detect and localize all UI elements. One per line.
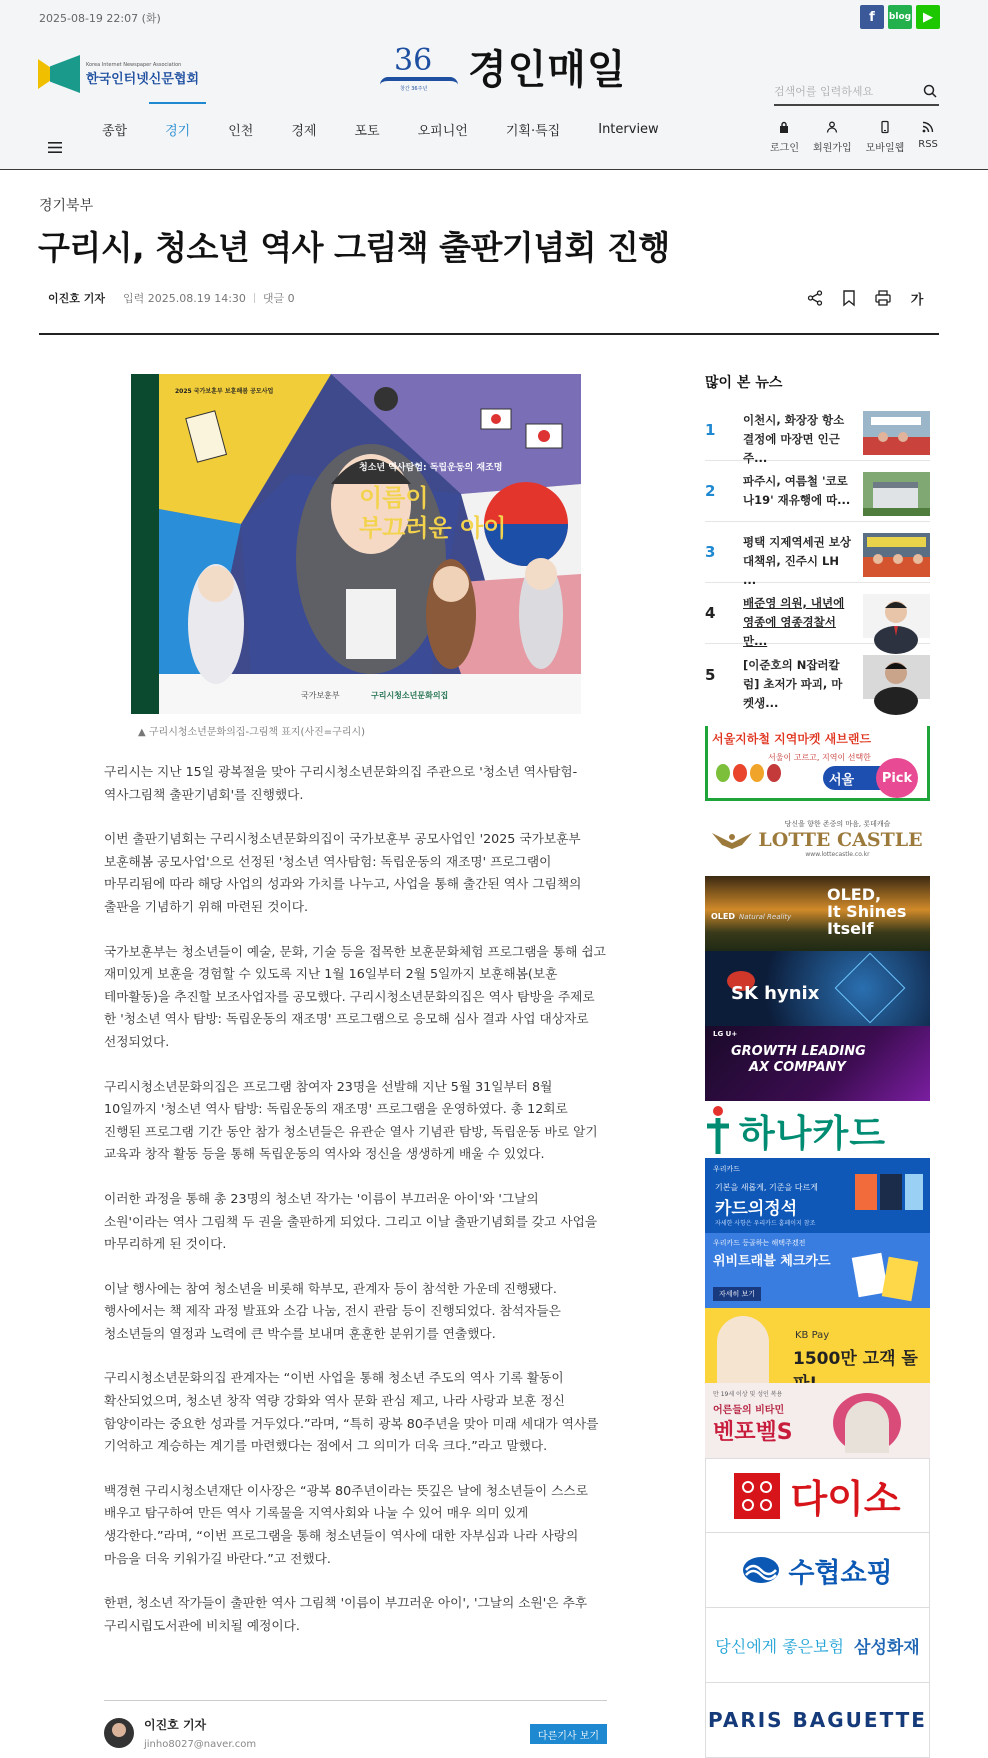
article-body (104, 761, 607, 1659)
site-header (0, 0, 988, 170)
ad-wibee-button: 자세히 보기 (713, 1287, 761, 1301)
site-logo[interactable] (380, 38, 627, 95)
search-icon[interactable] (923, 84, 937, 98)
ad-lgu-line2: AX COMPANY (749, 1060, 846, 1075)
blog-icon[interactable]: blog (888, 5, 912, 29)
assoc-name-ko: 한국인터넷신문협회 (86, 71, 200, 87)
article-section[interactable]: 경기북부 (39, 198, 94, 214)
nav-item-incheon[interactable]: 인천 (228, 124, 254, 139)
rank-number: 1 (705, 421, 716, 439)
rank-number: 5 (705, 665, 716, 684)
ad-sk-hynix[interactable] (705, 951, 930, 1026)
article-divider (39, 333, 939, 335)
rss-icon (922, 121, 934, 133)
nav-item-economy[interactable]: 경제 (291, 124, 317, 139)
nav-item-interview[interactable]: Interview (598, 122, 659, 137)
signup-link[interactable] (813, 121, 852, 154)
body-paragraph: 백경현 구리시청소년재단 이사장은 “광복 80주년이라는 뜻깊은 날에 청소년들이 스스로 배우고 탐구하여 만든 역사 기록물을 지역사회와 나눌 수 있어 매우 의미 있게 생각한다.”라며, “이번 프로그램을 통해 청소년들이 역사에 대한 자부심과 나라 사랑의 마음을 더욱 키워가길 바란다.”고 전했다. (104, 1482, 588, 1566)
nav-item-opinion[interactable]: 오피니언 (417, 124, 468, 139)
anniversary-label: 창간 36주년 (400, 85, 428, 92)
card-graphic (882, 1257, 918, 1302)
main-nav (48, 120, 697, 175)
card-graphic (855, 1174, 877, 1210)
assoc-mark-icon (38, 55, 80, 93)
body-paragraph: 한편, 청소년 작가들이 출판한 역사 그림책 '이름이 부끄러운 아이', '그날의 소원'은 추후 구리시립도서관에 비치될 예정이다. (104, 1595, 588, 1633)
reporter-name[interactable]: 이진호 기자 (144, 1718, 207, 1732)
rank-number: 2 (705, 482, 716, 500)
ad-lg-uplus[interactable] (705, 1026, 930, 1101)
body-paragraph: 이날 행사에는 참여 청소년을 비롯해 학부모, 관계자 등이 참석한 가운데 진행됐다. 행사에서는 책 제작 과정 발표와 소감 나눔, 전시 관람 등이 진행되었다. 참석자들은 청소년들의 열정과 노력에 큰 박수를 보내며 훈훈한 분위기를 연출했다. (104, 1280, 561, 1341)
ad-suhyup[interactable] (705, 1533, 930, 1608)
ad-seoul-line4: Pick (876, 758, 918, 798)
article-tools (806, 289, 926, 307)
nav-item-photo[interactable]: 포토 (354, 124, 380, 139)
ad-lgu-line1: GROWTH LEADING (731, 1044, 866, 1059)
ad-samsung-fire[interactable] (705, 1608, 930, 1683)
list-item[interactable] (705, 583, 930, 648)
cover-subtitle: 청소년 역사탐험: 독립운동의 재조명 (359, 463, 503, 473)
body-paragraph: 구리시는 지난 15일 광복절을 맞아 구리시청소년문화의집 주관으로 '청소년 역사탐험-역사그림책 출판기념회'를 진행했다. (104, 764, 578, 802)
ad-woori-line1: 기본을 새롭게, 기준을 다르게 (715, 1183, 818, 1192)
ad-woori-small: 우리카드 (713, 1165, 741, 1173)
ad-paris-baguette[interactable] (705, 1683, 930, 1758)
hana-logo-icon (705, 1104, 731, 1156)
search-input[interactable] (774, 78, 914, 104)
vegetable-icons (716, 764, 786, 790)
rank-number: 3 (705, 543, 716, 561)
assoc-logo[interactable] (38, 55, 199, 93)
ad-benfobel[interactable] (705, 1383, 930, 1458)
mobile-icon (879, 121, 891, 133)
ad-sk-brand: SK hynix (731, 983, 820, 1004)
rank-thumbnail[interactable] (863, 472, 930, 516)
ad-suhyup-text: 수협쇼핑 (788, 1557, 893, 1589)
ad-lotte-brand: LOTTE CASTLE (758, 829, 923, 851)
anniversary-number: 36 (394, 42, 433, 78)
rank-thumbnail[interactable] (863, 655, 930, 699)
lock-icon (778, 121, 790, 133)
body-paragraph: 구리시청소년문화의집 관계자는 “이번 사업을 통해 청소년 주도의 역사 기록 활동이 확산되었으며, 청소년 창작 역량 강화와 역사 문화 관심 제고, 나라 사랑과 보훈 정신 함양이라는 중요한 성과를 거두었다.”라며, “특히 광복 80주년을 맞아 미래 세대가 역사를 기억하고 계승하는 계기를 마련했다는 점에서 그 의미가 더욱 크다.”라고 말했다. (104, 1370, 599, 1454)
rank-headline[interactable]: 파주시, 여름철 '코로나19' 재유행에 따... (743, 474, 851, 507)
reporter-card (104, 1716, 256, 1750)
print-icon[interactable] (874, 289, 892, 307)
ad-lotte-castle[interactable] (705, 801, 930, 876)
rank-number: 4 (705, 604, 716, 622)
mobile-web-label: 모바일웹 (865, 143, 905, 154)
ad-oled-text: OLED, It Shines Itself (827, 885, 907, 938)
ad-kb-pay[interactable] (705, 1308, 930, 1383)
ad-hana-card[interactable] (705, 1101, 930, 1158)
ad-samsung-right: 삼성화재 (854, 1637, 920, 1658)
rank-headline[interactable]: 배준영 의원, 내년에 영종에 영종경찰서 만... (743, 596, 845, 648)
model-graphic (717, 1316, 769, 1383)
most-viewed-list (705, 400, 930, 710)
body-paragraph: 구리시청소년문화의집은 프로그램 참여자 23명을 선발해 지난 5월 31일부터 8월 10일까지 '청소년 역사 탐방: 독립운동의 재조명' 프로그램을 운영하였다. 총 12회로 진행된 프로그램 기간 동안 참가 청소년들은 유관순 열사 기념관 탐방, 독립운동 바로 알기 교육과 창작 활동 등을 통해 독립운동의 역사와 정신을 생생하게 배울 수 있었다. (104, 1078, 598, 1162)
article-title: 구리시, 청소년 역사 그림책 출판기념회 진행 (38, 228, 670, 267)
ad-benfo-title: 벤포벨S (713, 1420, 793, 1445)
rank-thumbnail[interactable] (863, 533, 930, 577)
list-item[interactable] (705, 644, 930, 710)
list-item[interactable] (705, 522, 930, 587)
cover-title-line1: 이름이 (359, 484, 429, 512)
list-item[interactable] (705, 461, 930, 522)
byline (48, 290, 295, 306)
rank-headline[interactable]: [이준호의 N잡러칼럼] 초저가 파괴, 마켓생... (743, 657, 843, 710)
bookmark-icon[interactable] (840, 289, 858, 307)
ad-woori-line2: 카드의정석 (715, 1199, 798, 1219)
brand-name: 경인매일 (468, 47, 627, 93)
rank-thumbnail[interactable] (863, 411, 930, 455)
ad-kb-text: 1500만 고객 돌 (793, 1349, 918, 1369)
ad-daiso-text: 다이소 (790, 1477, 901, 1521)
chip-graphic (835, 953, 906, 1024)
nav-item-general[interactable]: 종합 (102, 124, 128, 139)
anniversary-emblem (380, 43, 458, 91)
publish-date: 입력 2025.08.19 14:30 (122, 292, 246, 305)
ad-oled-sub: Natural Reality (739, 913, 792, 921)
ad-lotte-small: 당신을 향한 존중의 마음, 롯데캐슬 (784, 820, 891, 828)
signup-label: 회원가입 (812, 143, 852, 154)
login-label: 로그인 (770, 143, 799, 154)
rss-link[interactable] (918, 121, 938, 154)
list-item[interactable] (705, 400, 930, 465)
daiso-logo-icon (734, 1473, 780, 1519)
ad-lg-oled[interactable] (705, 876, 930, 951)
card-graphic (905, 1174, 923, 1210)
font-size-button[interactable]: 가 (910, 292, 924, 308)
ad-paris-text: PARIS BAGUETTE (708, 1708, 927, 1732)
ad-column (705, 726, 930, 1758)
eagle-icon (712, 829, 752, 851)
cover-title-line2: 부끄러운 아이 (359, 514, 507, 542)
login-link[interactable] (770, 121, 799, 154)
search-box (774, 78, 939, 106)
ad-wibee-small: 우리카드 등골하는 해택주겠전 (713, 1239, 806, 1247)
ad-lotte-url: www.lottecastle.co.kr (805, 851, 870, 858)
cover-top-label: 2025 국가보훈부 보훈해봄 공모사업 (175, 388, 274, 395)
ad-kb-small: KB Pay (795, 1330, 830, 1341)
play-icon[interactable]: ▶ (916, 5, 940, 29)
nav-item-gyeonggi[interactable]: 경기 (165, 102, 190, 157)
mobile-web-link[interactable] (866, 121, 905, 154)
rank-thumbnail[interactable] (863, 594, 930, 638)
hamburger-menu-icon[interactable] (48, 142, 76, 153)
facebook-icon[interactable]: f (860, 5, 884, 29)
reporter-avatar (104, 1718, 134, 1748)
ad-wibee-travel[interactable] (705, 1233, 930, 1308)
ad-seoul-line1: 서울지하철 지역마켓 새브랜드 (708, 726, 927, 748)
ad-lgu-brand: LG U+ (713, 1030, 738, 1038)
most-viewed-title: 많이 본 뉴스 (705, 375, 783, 391)
ad-daiso[interactable] (705, 1458, 930, 1533)
article-image[interactable] (131, 374, 581, 714)
reporter-divider (104, 1700, 607, 1701)
ad-seoul-pick[interactable] (705, 726, 930, 801)
rank-headline[interactable]: 이천시, 화장장 항소 결정에 마장면 인근 주... (743, 413, 845, 465)
share-icon[interactable] (806, 289, 824, 307)
model-graphic (845, 1401, 889, 1453)
ad-hana-text: 하나카드 (739, 1111, 886, 1155)
social-links (860, 5, 940, 29)
assoc-name-en: Korea Internet Newspaper Association (86, 61, 182, 68)
nav-item-feature[interactable]: 기획·특집 (505, 124, 561, 139)
body-paragraph: 이러한 과정을 통해 총 23명의 청소년 작가는 '이름이 부끄러운 아이'와 '그날의 소원'이라는 역사 그림책 두 권을 출판하게 되었다. 그리고 이날 출판기념회를 갖고 사업을 마무리하게 된 것이다. (104, 1190, 598, 1252)
cover-org2: 구리시청소년문화의집 (371, 691, 449, 700)
ad-benfo-mid: 어른들의 비타민 (713, 1405, 785, 1416)
utility-links (770, 121, 938, 154)
person-icon (826, 121, 838, 133)
rank-headline[interactable]: 평택 지제역세권 보상대책위, 진주시 LH ... (743, 535, 851, 587)
reporter-email[interactable]: jinho8027@naver.com (144, 1739, 257, 1750)
more-articles-button[interactable]: 다른기사 보기 (530, 1724, 607, 1744)
byline-reporter[interactable]: 이진호 기자 (48, 292, 105, 305)
comment-count[interactable]: 댓글 0 (262, 292, 295, 305)
ad-oled-brand: OLED (711, 912, 736, 921)
cover-org1: 국가보훈부 (301, 691, 340, 700)
ad-seoul-line2: 서울이 고르고, 지역이 선택한 (768, 753, 871, 762)
ad-samsung-left: 당신에게 좋은보험 (715, 1636, 845, 1656)
image-caption: ▲ 구리시청소년문화의집-그림책 표지(사진=구리시) (138, 727, 366, 738)
ad-benfo-small: 만 19세 이상 및 성인 복용 (713, 1391, 783, 1398)
rss-label: RSS (918, 139, 938, 150)
card-graphic (880, 1174, 902, 1210)
body-paragraph: 국가보훈부는 청소년들이 예술, 문화, 기술 등을 접목한 보훈문화체험 프로그램을 통해 쉽고 재미있게 보훈을 경험할 수 있도록 지난 1월 16일부터 2월 5일까지 보훈해봄(보훈 테마활동)을 추진할 보조사업자를 공모했다. 구리시청소년문화의집은 역사 탐방을 주제로 한 '청소년 역사 탐방: 독립운동의 재조명' 프로그램으로 응모해 심사 결과 사업 대상자로 선정되었다. (104, 943, 606, 1049)
ad-woori-card[interactable] (705, 1158, 930, 1233)
header-date: 2025-08-19 22:07 (화) (39, 12, 161, 25)
suhyup-logo-icon (742, 1556, 780, 1584)
ad-woori-line3: 자세한 사항은 우리카드 홈페이지 참조 (715, 1220, 816, 1227)
ad-seoul-line3: 서울 (823, 766, 883, 790)
ad-wibee-title: 위비트래블 체크카드 (713, 1254, 831, 1269)
body-paragraph: 이번 출판기념회는 구리시청소년문화의집이 국가보훈부 공모사업인 '2025 국가보훈부 보훈해봄 공모사업'으로 선정된 '청소년 역사탐험: 독립운동의 재조명' 프로그램이 마무리됨에 따라 해당 사업의 성과와 가치를 나누고, 사업을 통해 출간된 역사 그림책의 출판을 기념하기 위해 마련된 것이다. (104, 831, 582, 914)
